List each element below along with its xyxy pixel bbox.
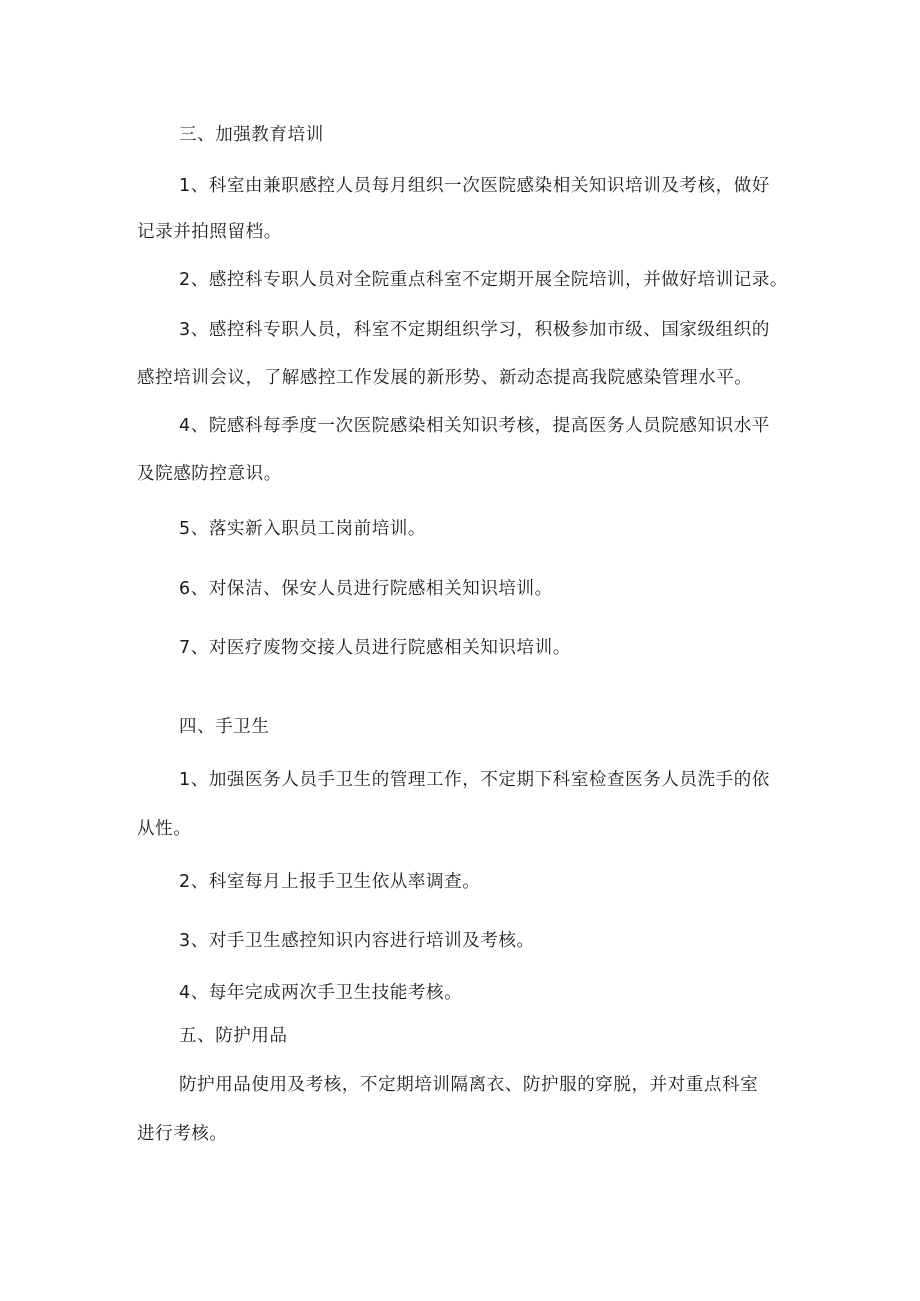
paragraph-line: 及院感防控意识。: [137, 464, 282, 484]
paragraph-line: 4、每年完成两次手卫生技能考核。: [179, 983, 463, 1003]
paragraph-line: 6、对保洁、保安人员进行院感相关知识培训。: [179, 579, 553, 599]
section-heading-3: 三、加强教育培训: [179, 125, 324, 145]
paragraph-line: 感控培训会议，了解感控工作发展的新形势、新动态提高我院感染管理水平。: [137, 368, 753, 388]
paragraph-line: 7、对医疗废物交接人员进行院感相关知识培训。: [179, 638, 571, 658]
paragraph-line: 3、对手卫生感控知识内容进行培训及考核。: [179, 931, 535, 951]
paragraph-line: 2、科室每月上报手卫生依从率调查。: [179, 872, 481, 892]
paragraph-line: 进行考核。: [137, 1124, 228, 1144]
paragraph-line: 1、科室由兼职感控人员每月组织一次医院感染相关知识培训及考核，做好: [179, 176, 770, 196]
paragraph-line: 5、落实新入职员工岗前培训。: [179, 519, 427, 539]
paragraph-line: 记录并拍照留档。: [137, 222, 282, 242]
paragraph-line: 1、加强医务人员手卫生的管理工作，不定期下科室检查医务人员洗手的依: [179, 770, 770, 790]
paragraph-line: 2、感控科专职人员对全院重点科室不定期开展全院培训，并做好培训记录。: [179, 270, 789, 290]
section-heading-4: 四、手卫生: [179, 717, 270, 737]
section-heading-5: 五、防护用品: [179, 1026, 288, 1046]
paragraph-line: 从性。: [137, 819, 192, 839]
paragraph-line: 3、感控科专职人员，科室不定期组织学习，积极参加市级、国家级组织的: [179, 320, 770, 340]
paragraph-line: 4、院感科每季度一次医院感染相关知识考核，提高医务人员院感知识水平: [179, 416, 770, 436]
paragraph-line: 防护用品使用及考核，不定期培训隔离衣、防护服的穿脱，并对重点科室: [179, 1075, 759, 1095]
